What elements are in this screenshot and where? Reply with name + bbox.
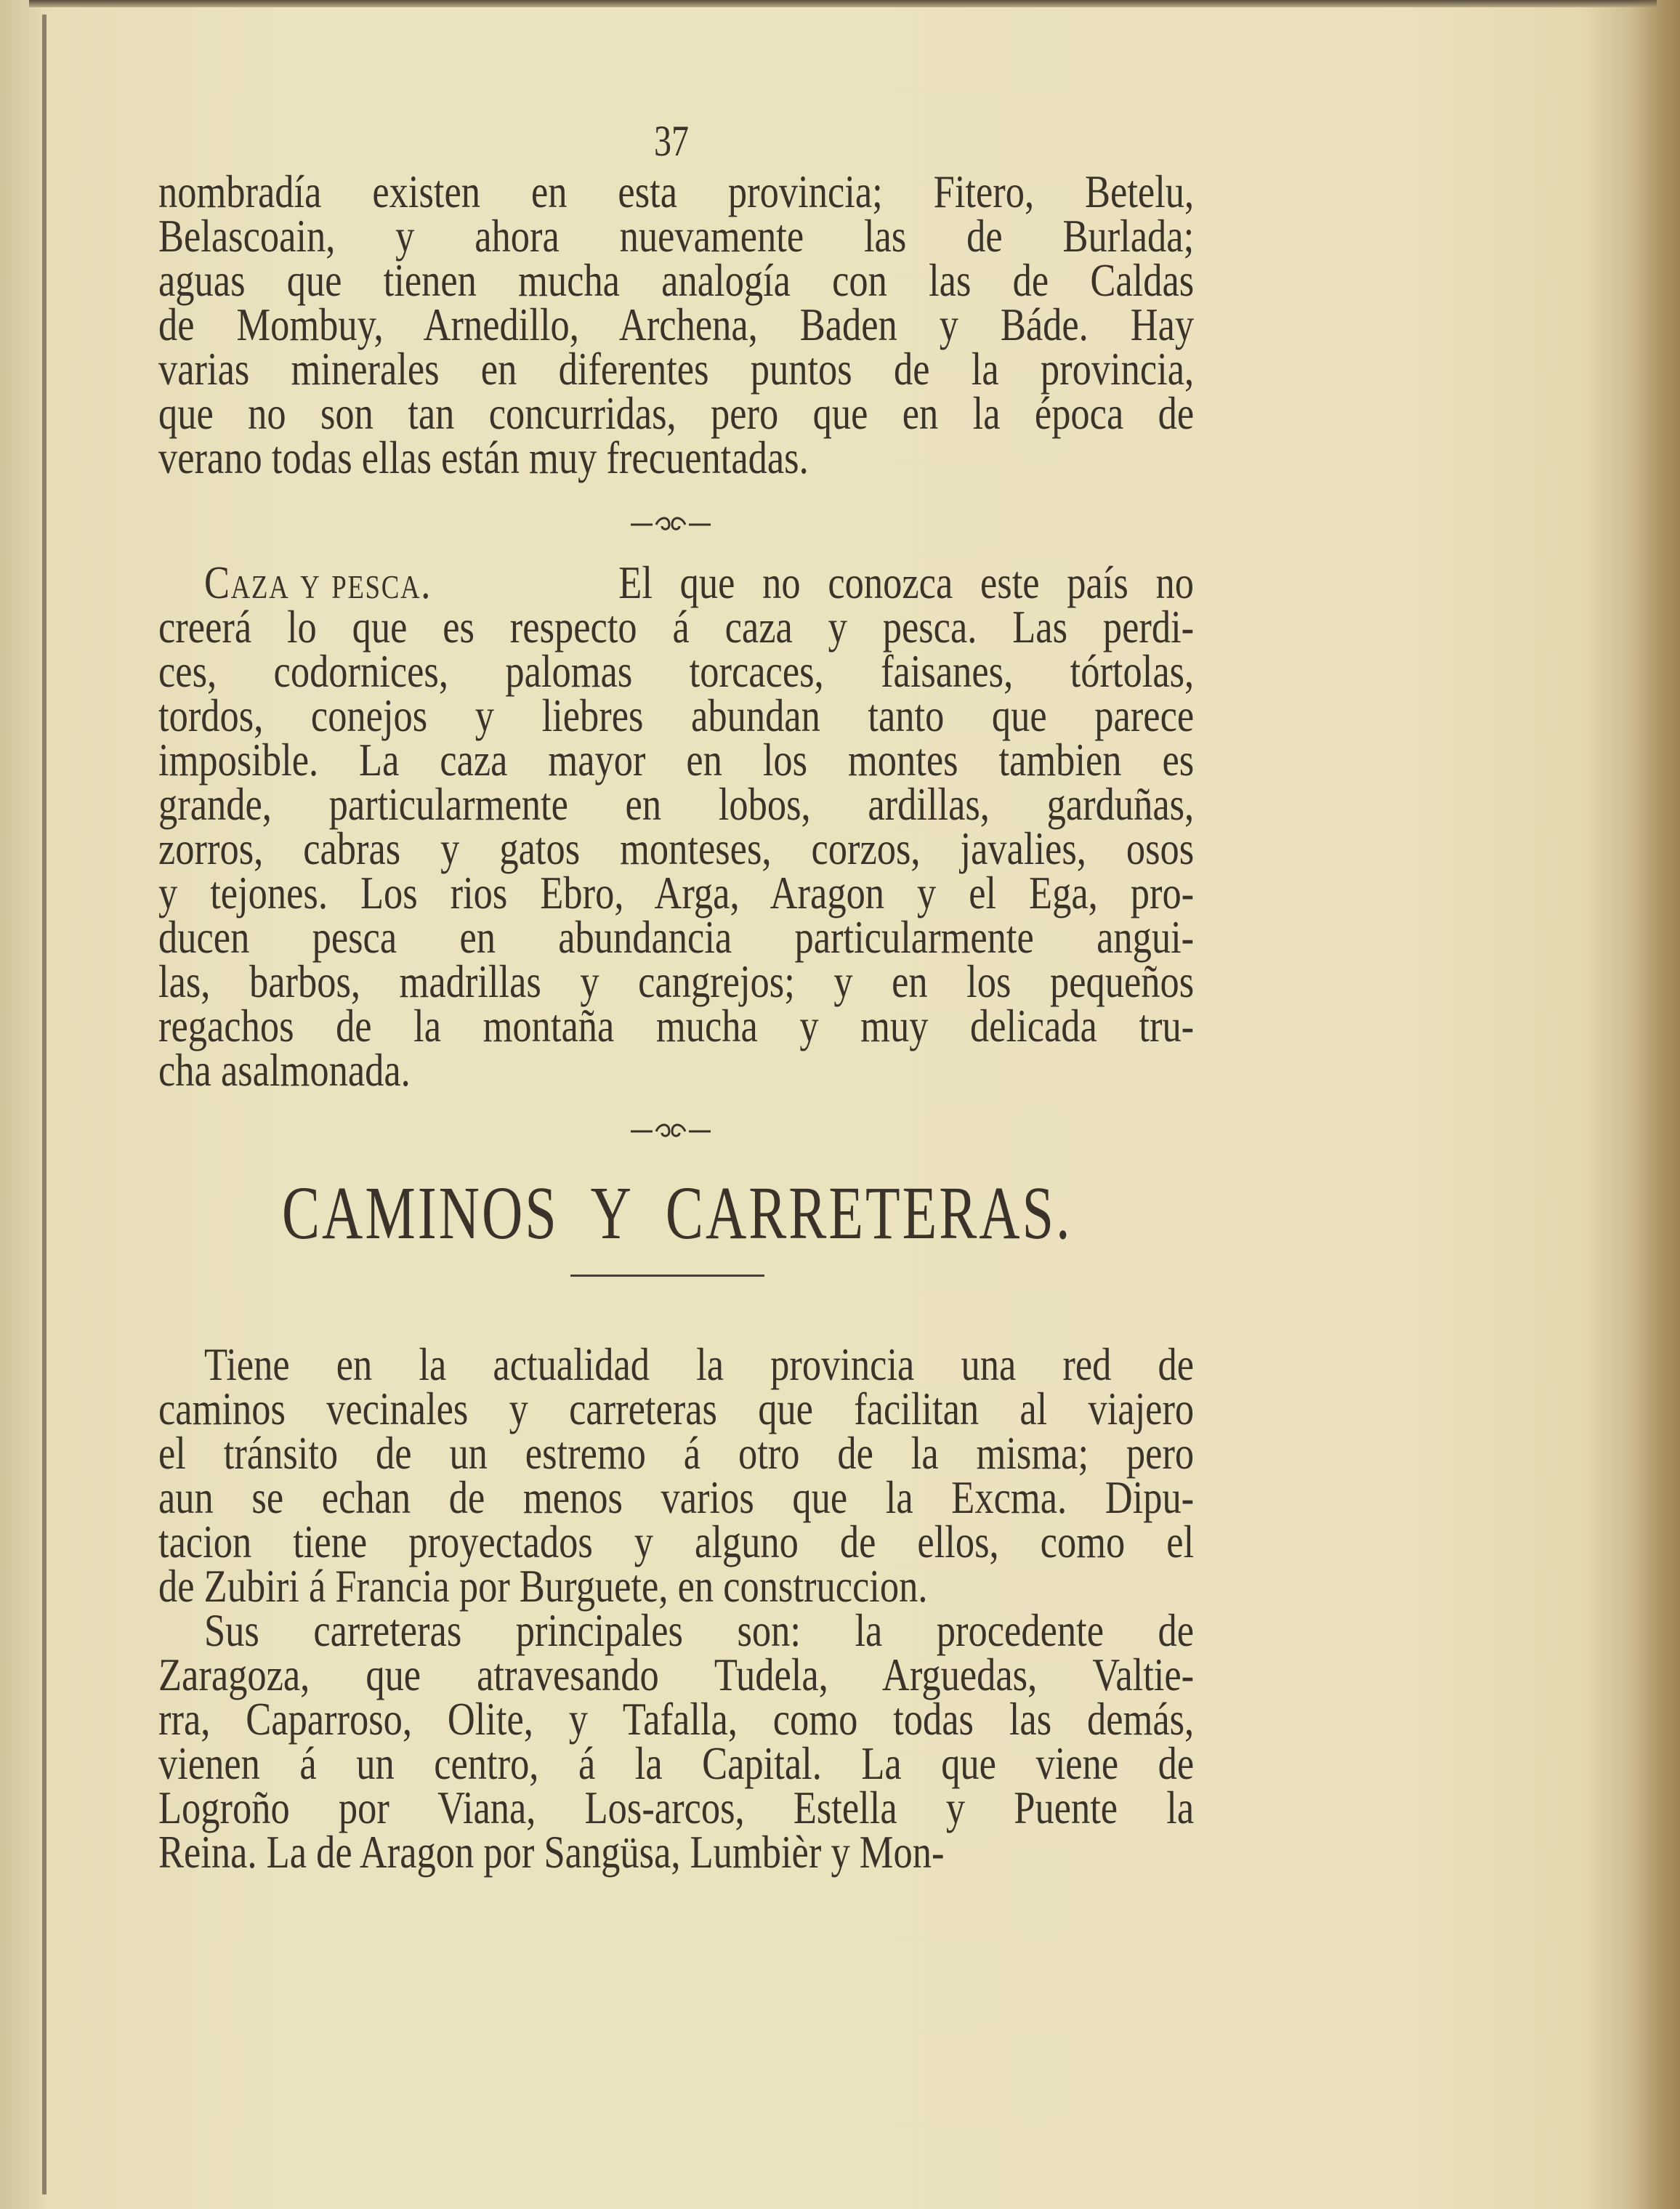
paragraph-line <box>158 1649 1195 1700</box>
paragraph-mineral-waters <box>158 166 1195 483</box>
line-text: zorros, cabras y gatos monteses, corzos, javalies, osos <box>158 823 1195 874</box>
paragraph-line <box>158 1826 1194 1878</box>
paragraph-line <box>158 1427 1195 1479</box>
line-text: Tiene en la actualidad la provincia una red de <box>204 1338 1195 1390</box>
paragraph-caza-y-pesca <box>158 557 1195 1096</box>
line-text: el tránsito de un estremo á otro de la misma; pero <box>158 1427 1195 1479</box>
line-text: nombradía existen en esta provincia; Fitero, Betelu, <box>158 166 1195 217</box>
line-text: creerá lo que es respecto á caza y pesca. Las perdi- <box>158 601 1195 653</box>
paragraph-line <box>158 1737 1195 1789</box>
paragraph-line <box>158 734 1195 786</box>
paragraph-line <box>158 299 1195 350</box>
line-text: imposible. La caza mayor en los montes tambien es <box>158 734 1195 786</box>
heading-text: CAMINOS Y CARRETERAS. <box>282 1171 1073 1255</box>
heading-rule <box>570 1275 764 1277</box>
paragraph-line <box>158 343 1195 395</box>
paragraph-line <box>158 1338 1195 1390</box>
paragraph-line <box>158 1516 1195 1567</box>
paragraph-line <box>158 1560 1194 1612</box>
ornament-divider-icon <box>623 1120 718 1142</box>
line-text: varias minerales en diferentes puntos de la provincia, <box>158 343 1195 395</box>
paragraph-line <box>158 254 1195 306</box>
page-margin <box>0 0 42 2209</box>
line-text: tacion tiene proyectados y alguno de ellos, como el <box>158 1516 1195 1567</box>
paragraph-line <box>158 645 1195 697</box>
paragraph-caminos <box>158 1338 1195 1612</box>
line-text: de Mombuy, Arnedillo, Archena, Baden y Báde. Hay <box>158 299 1195 350</box>
line-text: aun se echan de menos varios que la Excma. Dipu- <box>158 1471 1195 1523</box>
paragraph-line <box>158 432 1194 483</box>
paragraph-line <box>158 778 1195 830</box>
page-number: 37 <box>654 117 689 165</box>
line-text: y tejones. Los rios Ebro, Arga, Aragon y el Ega, pro- <box>158 867 1195 918</box>
line-text: grande, particularmente en lobos, ardillas, garduñas, <box>158 778 1195 830</box>
paragraph-line <box>158 557 1195 608</box>
paragraph-line <box>158 1383 1195 1434</box>
paragraph-line <box>158 1693 1195 1745</box>
page-right-edge <box>1629 0 1680 2209</box>
line-text: Sus carreteras principales son: la procedente de <box>204 1604 1195 1656</box>
paragraph-line <box>158 387 1195 439</box>
line-text: El que no conozca este país no <box>618 557 1195 608</box>
line-text: Reina. La de Aragon por Sangüsa, Lumbièr y Mon- <box>158 1826 945 1878</box>
line-text: rra, Caparroso, Olite, y Tafalla, como todas las demás, <box>158 1693 1195 1745</box>
page-left-edge <box>42 15 47 2194</box>
line-text: Belascoain, y ahora nuevamente las de Burlada; <box>158 210 1195 262</box>
paragraph-line <box>158 210 1195 262</box>
paragraph-line <box>158 601 1195 653</box>
line-text: las, barbos, madrillas y cangrejos; y en los pequeños <box>158 956 1195 1007</box>
line-text: que no son tan concurridas, pero que en la época de <box>158 387 1195 439</box>
section-heading <box>282 1170 1073 1255</box>
section-lead: Caza y pesca. <box>204 557 432 608</box>
line-text: vienen á un centro, á la Capital. La que viene de <box>158 1737 1195 1789</box>
paragraph-line <box>158 956 1195 1007</box>
paragraph-line <box>158 911 1195 963</box>
line-text: cha asalmonada. <box>158 1044 411 1096</box>
paragraph-line <box>158 1000 1195 1051</box>
paragraph-line <box>158 1044 1194 1096</box>
paragraph-line <box>158 166 1195 217</box>
line-text: ducen pesca en abundancia particularmente angui- <box>158 911 1195 963</box>
page-top-edge <box>29 0 1657 7</box>
line-text: tordos, conejos y liebres abundan tanto que parece <box>158 690 1195 741</box>
line-text: regachos de la montaña mucha y muy delicada tru- <box>158 1000 1195 1051</box>
line-text: Logroño por Viana, Los-arcos, Estella y Puente la <box>158 1782 1195 1833</box>
line-text: Zaragoza, que atravesando Tudela, Arguedas, Valtie- <box>158 1649 1195 1700</box>
line-text: verano todas ellas están muy frecuentadas. <box>158 432 809 483</box>
paragraph-carreteras <box>158 1604 1195 1878</box>
ornament-divider-icon <box>623 513 718 535</box>
line-text: de Zubiri á Francia por Burguete, en construccion. <box>158 1560 928 1612</box>
paragraph-line <box>158 867 1195 918</box>
line-text: aguas que tienen mucha analogía con las de Caldas <box>158 254 1195 306</box>
paragraph-line <box>158 1782 1195 1833</box>
paragraph-line <box>158 1604 1195 1656</box>
paragraph-line <box>158 1471 1195 1523</box>
line-text: caminos vecinales y carreteras que facilitan al viajero <box>158 1383 1195 1434</box>
line-text: ces, codornices, palomas torcaces, faisanes, tórtolas, <box>158 645 1195 697</box>
paragraph-line <box>158 823 1195 874</box>
paragraph-line <box>158 690 1195 741</box>
